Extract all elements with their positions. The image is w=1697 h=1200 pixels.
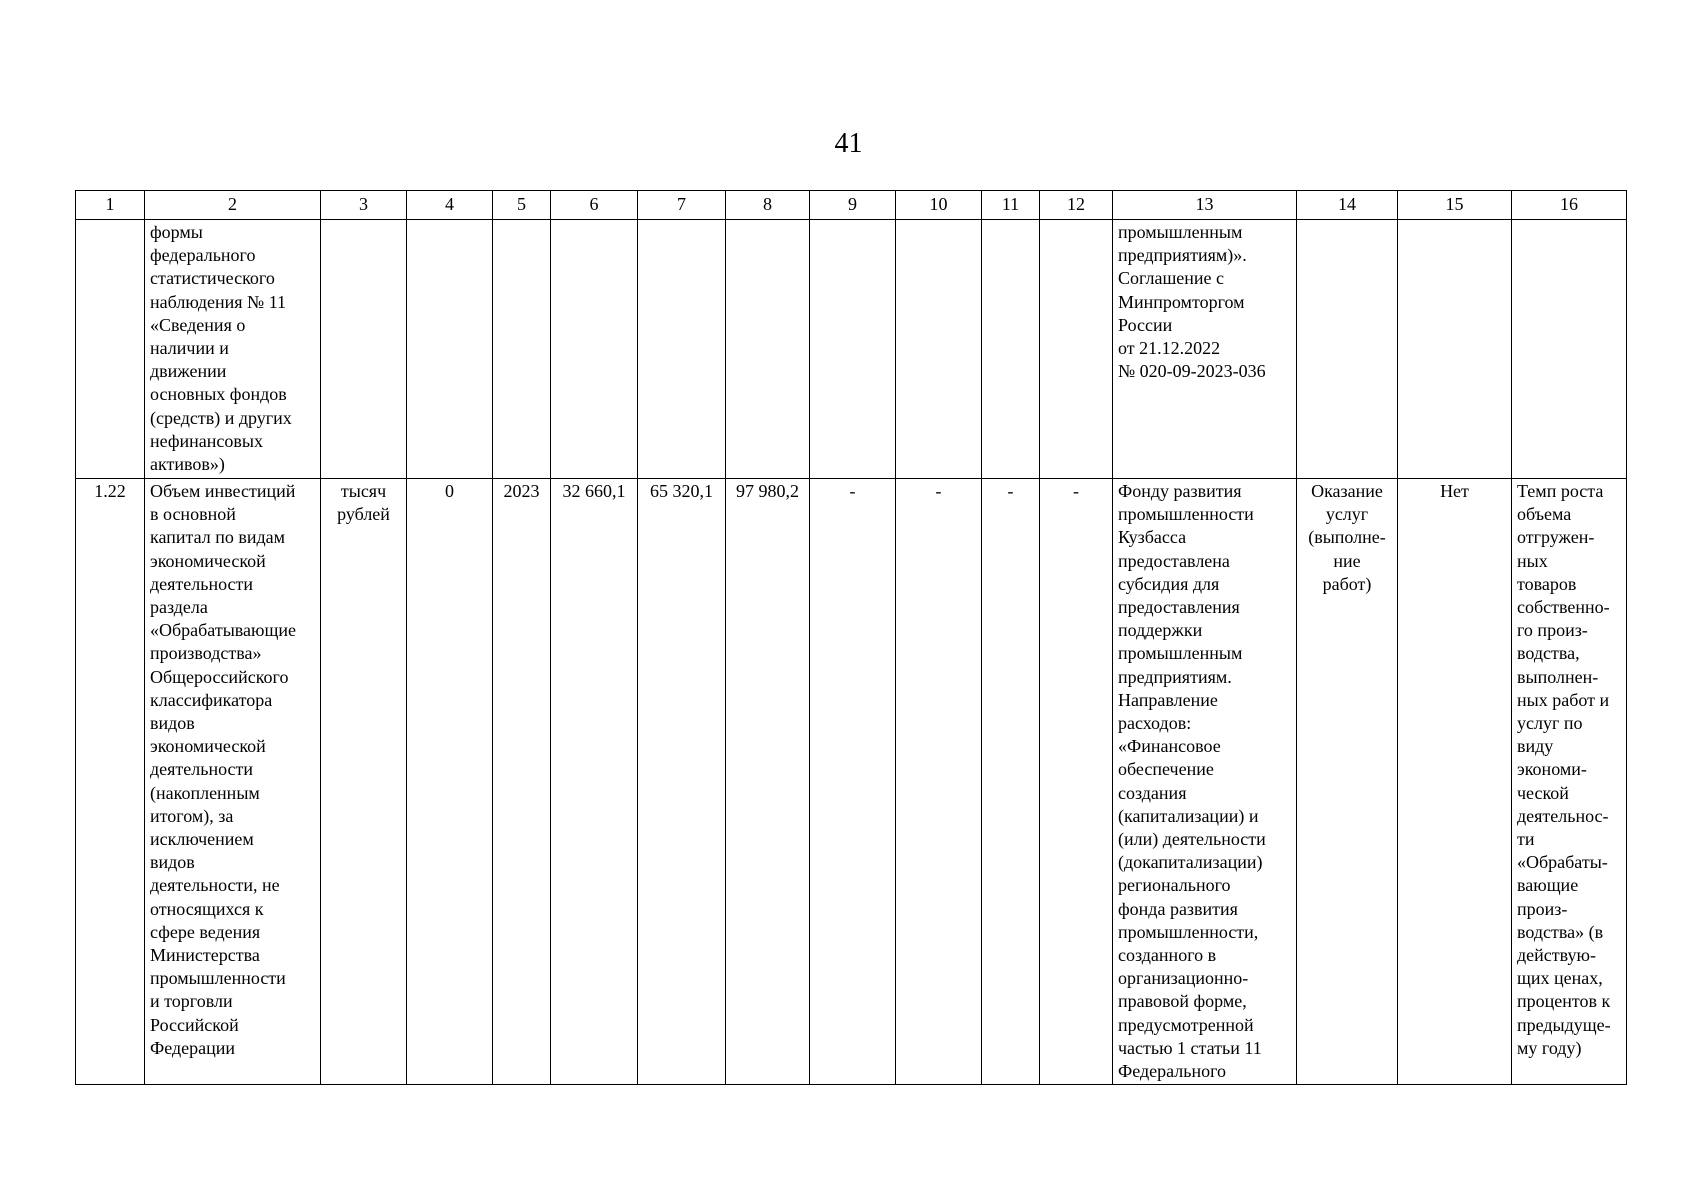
header-cell-1: 1 bbox=[76, 191, 145, 220]
header-cell-9: 9 bbox=[810, 191, 896, 220]
cell-description: промышленным предприятиям)». Соглашение с Минпромторгом России от 21.12.2022 № 020-09-2023-036 bbox=[1113, 220, 1297, 479]
header-cell-2: 2 bbox=[145, 191, 321, 220]
cell-value-9: - bbox=[810, 479, 896, 1085]
table-row bbox=[76, 220, 1627, 479]
cell-number bbox=[76, 220, 145, 479]
header-cell-13: 13 bbox=[1113, 191, 1297, 220]
data-table bbox=[75, 190, 1627, 1085]
header-cell-3: 3 bbox=[321, 191, 407, 220]
header-cell-4: 4 bbox=[407, 191, 493, 220]
header-cell-11: 11 bbox=[982, 191, 1040, 220]
cell-value-12: - bbox=[1040, 479, 1113, 1085]
header-cell-8: 8 bbox=[726, 191, 810, 220]
cell-flag bbox=[1398, 220, 1512, 479]
cell-unit: тысяч рублей bbox=[321, 479, 407, 1085]
cell-value-11: - bbox=[982, 479, 1040, 1085]
header-row bbox=[76, 191, 1627, 220]
cell-year: 2023 bbox=[493, 479, 551, 1085]
cell-value-6 bbox=[551, 220, 638, 479]
cell-base-value: 0 bbox=[407, 479, 493, 1085]
header-cell-14: 14 bbox=[1297, 191, 1398, 220]
header-cell-15: 15 bbox=[1398, 191, 1512, 220]
cell-value-8: 97 980,2 bbox=[726, 479, 810, 1085]
cell-value-10: - bbox=[896, 479, 982, 1085]
cell-value-7: 65 320,1 bbox=[638, 479, 726, 1085]
cell-flag: Нет bbox=[1398, 479, 1512, 1085]
header-cell-5: 5 bbox=[493, 191, 551, 220]
cell-base-value bbox=[407, 220, 493, 479]
cell-related-indicator: Темп роста объема отгружен- ных товаров собственно- го произ- водства, выполнен- ных работ и услуг по виду экономи- ческой деятельнос- ти «Обрабаты- вающие произ- водства» (в действую- щих ценах, процентов к предыдуще- му году) bbox=[1512, 479, 1627, 1085]
header-cell-6: 6 bbox=[551, 191, 638, 220]
cell-related-indicator bbox=[1512, 220, 1627, 479]
cell-type bbox=[1297, 220, 1398, 479]
cell-year bbox=[493, 220, 551, 479]
cell-value-11 bbox=[982, 220, 1040, 479]
cell-indicator: формы федерального статистического наблюдения № 11 «Сведения о наличии и движении основных фондов (средств) и других нефинансовых активов») bbox=[145, 220, 321, 479]
cell-unit bbox=[321, 220, 407, 479]
header-cell-10: 10 bbox=[896, 191, 982, 220]
cell-value-12 bbox=[1040, 220, 1113, 479]
cell-type: Оказание услуг (выполне- ние работ) bbox=[1297, 479, 1398, 1085]
cell-value-9 bbox=[810, 220, 896, 479]
cell-number: 1.22 bbox=[76, 479, 145, 1085]
cell-value-10 bbox=[896, 220, 982, 479]
cell-value-8 bbox=[726, 220, 810, 479]
cell-indicator: Объем инвестиций в основной капитал по видам экономической деятельности раздела «Обрабатывающие производства» Общероссийского классификатора видов экономической деятельности (накопленным итогом), за исключением видов деятельности, не относящихся к сфере ведения Министерства промышленности и торговли Российской Федерации bbox=[145, 479, 321, 1085]
cell-value-6: 32 660,1 bbox=[551, 479, 638, 1085]
cell-description: Фонду развития промышленности Кузбасса предоставлена субсидия для предоставления поддержки промышленным предприятиям. Направление расходов: «Финансовое обеспечение создания (капитализации) и (или) деятельности (докапитализации) регионального фонда развития промышленности, созданного в организационно- правовой форме, предусмотренной частью 1 статьи 11 Федерального bbox=[1113, 479, 1297, 1085]
header-cell-12: 12 bbox=[1040, 191, 1113, 220]
header-cell-7: 7 bbox=[638, 191, 726, 220]
table-row bbox=[76, 479, 1627, 1085]
cell-value-7 bbox=[638, 220, 726, 479]
page-number: 41 bbox=[834, 128, 863, 159]
header-cell-16: 16 bbox=[1512, 191, 1627, 220]
